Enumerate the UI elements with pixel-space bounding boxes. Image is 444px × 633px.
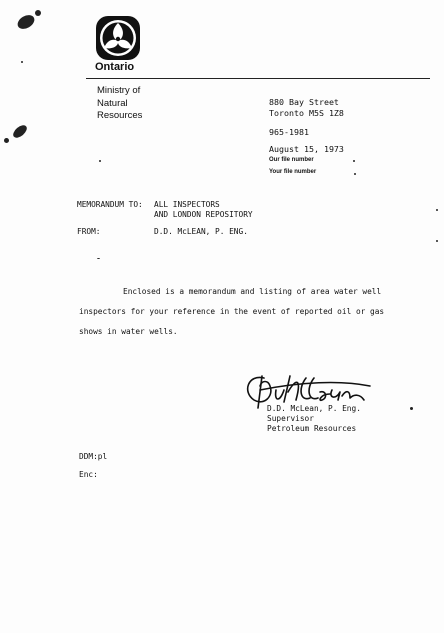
memo-recipient: AND LONDON REPOSITORY [154, 210, 253, 219]
body-line: shows in water wells. [79, 327, 178, 336]
scan-speck [436, 209, 438, 211]
ministry-line: Natural [97, 97, 128, 109]
ministry-line: Resources [97, 110, 143, 121]
scan-speck [436, 240, 438, 242]
ministry-line: Ministry of [97, 85, 141, 96]
scan-speck [15, 12, 37, 31]
phone-number: 965-1981 [269, 127, 309, 137]
scan-speck [97, 258, 100, 259]
signatory-department: Petroleum Resources [267, 424, 357, 433]
our-file-number-label: Our file number [269, 157, 314, 163]
signature-block [267, 404, 361, 434]
memo-recipients [154, 200, 253, 220]
reference-initials: DDM:pl [79, 452, 108, 461]
scan-speck [353, 160, 355, 162]
signatory-name: D.D. McLean, P. Eng. [267, 404, 361, 413]
scan-speck [4, 138, 9, 143]
memo-to-label: MEMORANDUM TO: [77, 200, 143, 209]
scan-speck [35, 10, 41, 16]
body-line: Enclosed is a memorandum and listing of area water well [123, 287, 382, 296]
your-file-number-label: Your file number [269, 169, 317, 175]
org-name: Ontario [95, 61, 135, 73]
signatory-title: Supervisor [267, 414, 314, 423]
letterhead-divider [86, 78, 430, 79]
scan-speck [354, 173, 356, 175]
memo-recipient: ALL INSPECTORS [154, 200, 220, 209]
enclosure-label: Enc: [79, 470, 98, 479]
scan-speck [11, 123, 29, 140]
memo-from-value: D.D. McLEAN, P. ENG. [154, 227, 248, 236]
body-line: inspectors for your reference in the event of reported oil or gas [79, 307, 385, 316]
address-street: 880 Bay Street [269, 97, 339, 107]
address-city: Toronto M5S 1Z8 [269, 107, 344, 118]
letter-date: August 15, 1973 [269, 144, 344, 154]
memo-from-label: FROM: [77, 227, 101, 236]
scan-speck [21, 61, 23, 63]
scan-speck [99, 160, 101, 162]
ontario-trillium-logo-icon [95, 15, 141, 61]
office-address [269, 97, 344, 118]
ministry-name [97, 85, 142, 123]
